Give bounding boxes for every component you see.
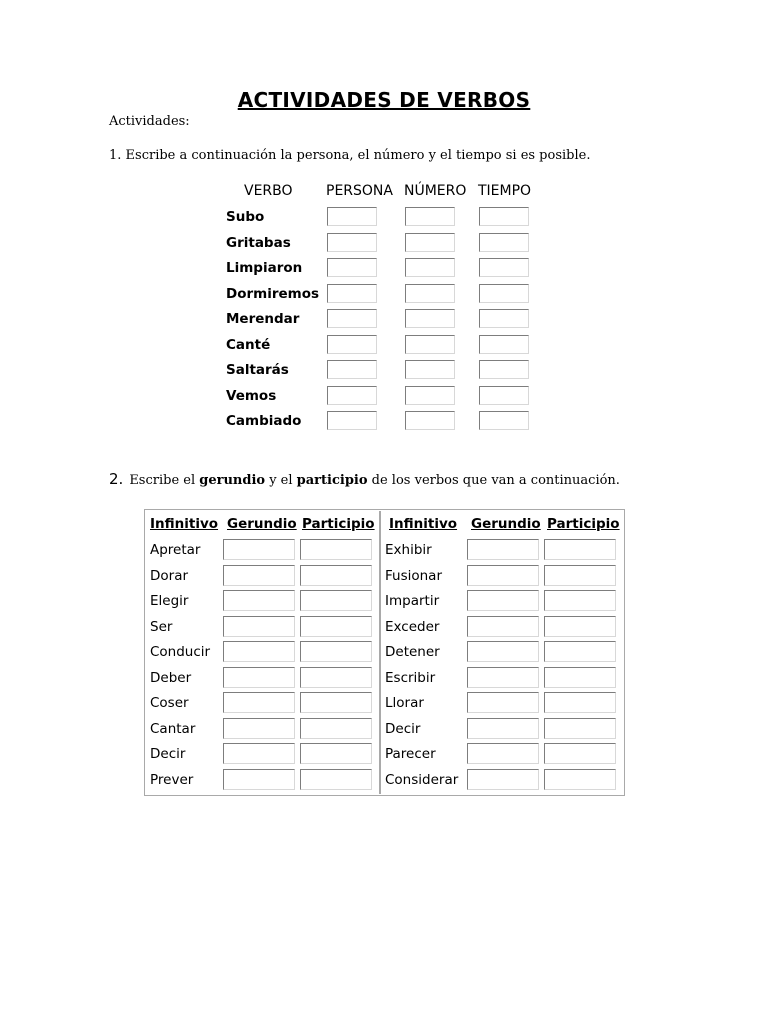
right-gerundio-field[interactable] xyxy=(467,718,539,739)
right-participio-field[interactable] xyxy=(544,616,616,637)
persona-field[interactable] xyxy=(327,411,377,430)
activities-subheading: Actividades: xyxy=(109,114,190,129)
persona-field[interactable] xyxy=(327,309,377,328)
numero-field[interactable] xyxy=(405,207,455,226)
right-gerundio-field[interactable] xyxy=(467,539,539,560)
left-infinitive-label: Conducir xyxy=(150,644,211,660)
table-row xyxy=(0,359,768,384)
numero-field[interactable] xyxy=(405,335,455,354)
left-participio-field[interactable] xyxy=(300,590,372,611)
numero-field[interactable] xyxy=(405,309,455,328)
table-row xyxy=(0,565,768,590)
right-infinitive-label: Detener xyxy=(385,644,440,660)
table-row xyxy=(0,692,768,717)
question-2-bold-participio: participio xyxy=(296,473,368,488)
table-row xyxy=(0,616,768,641)
numero-field[interactable] xyxy=(405,360,455,379)
persona-field[interactable] xyxy=(327,284,377,303)
table-row xyxy=(0,667,768,692)
left-gerundio-field[interactable] xyxy=(223,590,295,611)
verb-label: Saltarás xyxy=(226,362,289,378)
left-infinitive-label: Ser xyxy=(150,618,173,635)
right-participio-field[interactable] xyxy=(544,565,616,586)
right-gerundio-field[interactable] xyxy=(467,641,539,662)
right-gerundio-field[interactable] xyxy=(467,565,539,586)
left-gerundio-field[interactable] xyxy=(223,769,295,790)
verb-label: Dormiremos xyxy=(226,285,320,302)
left-gerundio-field[interactable] xyxy=(223,641,295,662)
header-tiempo: TIEMPO xyxy=(478,183,532,199)
verb-label: Gritabas xyxy=(226,234,291,251)
right-infinitive-label: Parecer xyxy=(385,746,436,762)
left-participio-field[interactable] xyxy=(300,718,372,739)
numero-field[interactable] xyxy=(405,411,455,430)
question-2-bold-gerundio: gerundio xyxy=(199,473,266,488)
right-participio-field[interactable] xyxy=(544,692,616,713)
tiempo-field[interactable] xyxy=(479,284,529,303)
right-participio-field[interactable] xyxy=(544,769,616,790)
table-row xyxy=(0,641,768,666)
left-participio-field[interactable] xyxy=(300,667,372,688)
table-row xyxy=(0,232,768,257)
right-infinitive-label: Fusionar xyxy=(385,567,443,584)
table-row xyxy=(0,769,768,794)
table-row xyxy=(0,385,768,410)
page-title: ACTIVIDADES DE VERBOS xyxy=(237,88,531,112)
verb-label: Subo xyxy=(226,209,265,225)
table-row xyxy=(0,308,768,333)
left-participio-field[interactable] xyxy=(300,539,372,560)
table-row xyxy=(0,334,768,359)
verb-label: Limpiaron xyxy=(226,260,303,276)
numero-field[interactable] xyxy=(405,284,455,303)
right-header-gerundio: Gerundio xyxy=(471,516,541,532)
left-participio-field[interactable] xyxy=(300,565,372,586)
tiempo-field[interactable] xyxy=(479,386,529,405)
right-participio-field[interactable] xyxy=(544,718,616,739)
tiempo-field[interactable] xyxy=(479,207,529,226)
right-participio-field[interactable] xyxy=(544,743,616,764)
tiempo-field[interactable] xyxy=(479,309,529,328)
left-gerundio-field[interactable] xyxy=(223,718,295,739)
table-row xyxy=(0,718,768,743)
left-header-infinitivo: Infinitivo xyxy=(150,516,219,532)
left-infinitive-label: Decir xyxy=(150,746,186,762)
left-gerundio-field[interactable] xyxy=(223,539,295,560)
right-participio-field[interactable] xyxy=(544,641,616,662)
table-row xyxy=(0,283,768,308)
left-infinitive-label: Coser xyxy=(150,695,189,711)
left-participio-field[interactable] xyxy=(300,743,372,764)
right-gerundio-field[interactable] xyxy=(467,692,539,713)
tiempo-field[interactable] xyxy=(479,411,529,430)
numero-field[interactable] xyxy=(405,233,455,252)
right-infinitive-label: Llorar xyxy=(385,695,424,711)
left-participio-field[interactable] xyxy=(300,692,372,713)
persona-field[interactable] xyxy=(327,360,377,379)
verb-label: Merendar xyxy=(226,311,300,327)
persona-field[interactable] xyxy=(327,335,377,354)
right-gerundio-field[interactable] xyxy=(467,667,539,688)
left-participio-field[interactable] xyxy=(300,769,372,790)
persona-field[interactable] xyxy=(327,386,377,405)
question-2-number: 2. xyxy=(109,470,124,488)
question-2-instruction xyxy=(109,470,620,488)
left-infinitive-label: Elegir xyxy=(150,593,189,609)
right-gerundio-field[interactable] xyxy=(467,743,539,764)
table-row xyxy=(0,743,768,768)
table-row xyxy=(0,539,768,564)
table-row xyxy=(0,410,768,435)
right-participio-field[interactable] xyxy=(544,667,616,688)
verb-label: Vemos xyxy=(226,387,277,404)
right-infinitive-label: Considerar xyxy=(385,771,459,788)
table-row xyxy=(0,257,768,282)
right-gerundio-field[interactable] xyxy=(467,769,539,790)
numero-field[interactable] xyxy=(405,386,455,405)
left-gerundio-field[interactable] xyxy=(223,692,295,713)
table-row xyxy=(0,590,768,615)
verb-label: Cambiado xyxy=(226,413,302,429)
left-gerundio-field[interactable] xyxy=(223,616,295,637)
left-gerundio-field[interactable] xyxy=(223,565,295,586)
left-participio-field[interactable] xyxy=(300,616,372,637)
right-infinitive-label: Impartir xyxy=(385,593,440,609)
left-infinitive-label: Dorar xyxy=(150,567,189,584)
persona-field[interactable] xyxy=(327,233,377,252)
question-2-text-c: de los verbos que van a continuación. xyxy=(367,473,620,488)
left-header-participio: Participio xyxy=(302,516,375,532)
header-numero: NÚMERO xyxy=(404,183,467,199)
numero-field[interactable] xyxy=(405,258,455,277)
right-participio-field[interactable] xyxy=(544,539,616,560)
right-infinitive-label: Exhibir xyxy=(385,542,432,558)
question-2-text-b: y el xyxy=(265,473,297,488)
tiempo-field[interactable] xyxy=(479,360,529,379)
persona-field[interactable] xyxy=(327,258,377,277)
left-header-gerundio: Gerundio xyxy=(227,516,297,532)
left-infinitive-label: Prever xyxy=(150,771,194,788)
right-gerundio-field[interactable] xyxy=(467,590,539,611)
header-persona: PERSONA xyxy=(326,183,393,199)
persona-field[interactable] xyxy=(327,207,377,226)
right-header-participio: Participio xyxy=(547,516,620,532)
left-infinitive-label: Apretar xyxy=(150,542,201,558)
question-2-text-a: Escribe el xyxy=(129,473,200,488)
verb-label: Canté xyxy=(226,336,271,353)
right-participio-field[interactable] xyxy=(544,590,616,611)
tiempo-field[interactable] xyxy=(479,233,529,252)
question-1-instruction: 1. Escribe a continuación la persona, el número y el tiempo si es posible. xyxy=(109,148,591,163)
right-infinitive-label: Decir xyxy=(385,720,421,737)
header-verbo: VERBO xyxy=(244,183,293,199)
right-gerundio-field[interactable] xyxy=(467,616,539,637)
tiempo-field[interactable] xyxy=(479,258,529,277)
left-infinitive-label: Cantar xyxy=(150,720,196,737)
table-row xyxy=(0,206,768,231)
left-infinitive-label: Deber xyxy=(150,669,192,686)
tiempo-field[interactable] xyxy=(479,335,529,354)
left-participio-field[interactable] xyxy=(300,641,372,662)
left-gerundio-field[interactable] xyxy=(223,743,295,764)
right-infinitive-label: Escribir xyxy=(385,669,436,686)
right-infinitive-label: Exceder xyxy=(385,618,440,635)
right-header-infinitivo: Infinitivo xyxy=(389,516,458,532)
left-gerundio-field[interactable] xyxy=(223,667,295,688)
